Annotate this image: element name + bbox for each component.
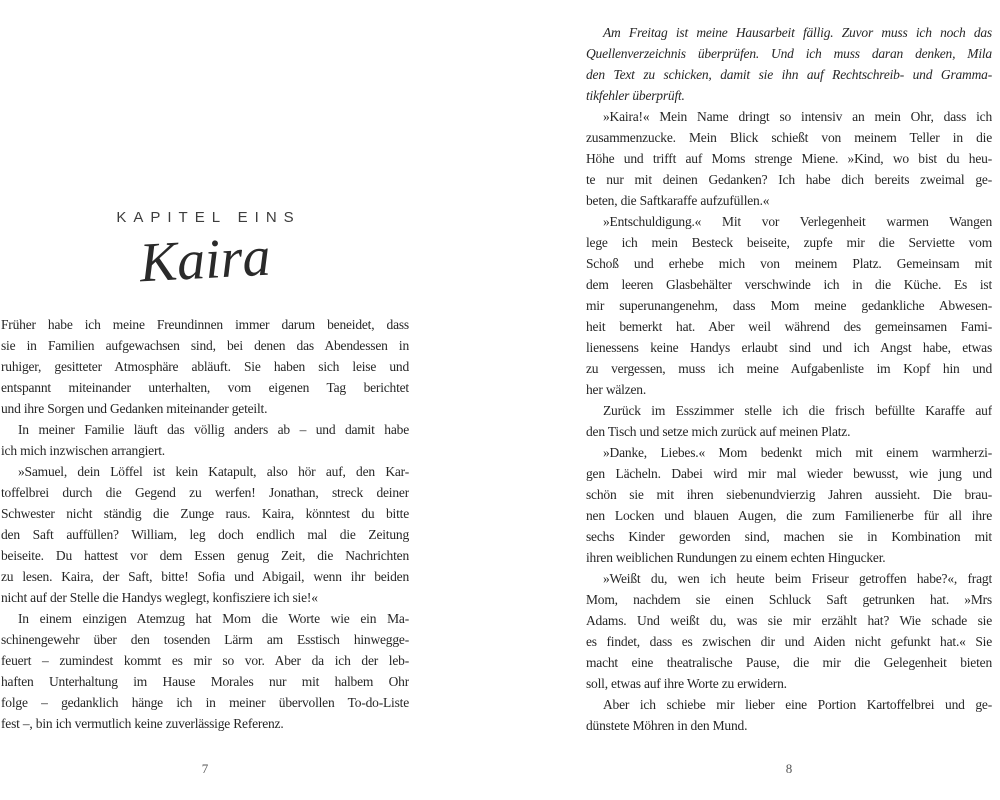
- text-line: zu lesen. Kaira, der Saft, bitte! Sofia und Abigail, wenn ihr beiden: [1, 569, 409, 584]
- text-line: zu vergessen, muss ich meine Aufgabenliste im Kopf hin und: [586, 361, 992, 376]
- text-line: »Weißt du, wen ich heute beim Friseur getroffen habe?«, fragt: [603, 571, 992, 586]
- right-page-text: [586, 22, 992, 736]
- text-line: Quellenverzeichnis überprüfen. Und ich muss daran denken, Mila: [586, 46, 992, 61]
- text-line: te nur mit deinen Gedanken? Ich habe dich bereits zweimal ge-: [586, 172, 992, 187]
- paragraph: [586, 694, 992, 736]
- text-line: mir superunangenehm, dass Mom meine gedankliche Abwesen-: [586, 298, 992, 313]
- text-line: lege ich mein Besteck beiseite, zupfe mir die Serviette vom: [586, 235, 992, 250]
- text-line: Früher habe ich meine Freundinnen immer darum beneidet, dass: [1, 317, 409, 332]
- paragraph: [586, 22, 992, 106]
- chapter-title: Kaira: [138, 225, 272, 295]
- right-page: [586, 0, 992, 800]
- text-line: nicht auf der Stelle die Handys weglegt, konfisziere ich sie!«: [1, 590, 318, 605]
- text-line: »Danke, Liebes.« Mom bedenkt mich mit einem warmherzi-: [603, 445, 992, 460]
- chapter-label: KAPITEL EINS: [116, 209, 301, 226]
- left-page: [1, 0, 409, 800]
- text-line: heit bemerkt hat. Aber weil während des gemeinsamen Fami-: [586, 319, 992, 334]
- text-line: Adams. Und weißt du, was sie mir erzählt hat? Wie schade sie: [586, 613, 992, 628]
- text-line: Zurück im Esszimmer stelle ich die frisch befüllte Karaffe auf: [603, 403, 992, 418]
- paragraph: [586, 211, 992, 400]
- text-line: »Kaira!« Mein Name dringt so intensiv an mein Ohr, dass ich: [603, 109, 992, 124]
- text-line: macht eine theatralische Pause, die mir die Gelegenheit bieten: [586, 655, 992, 670]
- left-page-text: [1, 314, 409, 734]
- text-line: Höhe und trifft auf Moms strenge Miene. »Kind, wo bist du heu-: [586, 151, 992, 166]
- paragraph: [1, 461, 409, 608]
- text-line: schön sie mit ihren siebenundvierzig Jahren aussieht. Die brau-: [586, 487, 992, 502]
- text-line: fest –, bin ich vermutlich keine zuverlässige Referenz.: [1, 716, 284, 731]
- text-line: folge – gedanklich hänge ich in meiner übervollen To-do-Liste: [1, 695, 409, 710]
- text-line: gen Lächeln. Dabei wird mir mal wieder bewusst, wie jung und: [586, 466, 992, 481]
- text-line: beten, die Saftkaraffe aufzufüllen.«: [586, 193, 770, 208]
- paragraph: [586, 568, 992, 694]
- text-line: soll, etwas auf ihre Worte zu erwidern.: [586, 676, 787, 691]
- text-line: Schoß und erhebe mich von meinem Platz. Gemeinsam mit: [586, 256, 992, 271]
- text-line: Aber ich schiebe mir lieber eine Portion Kartoffelbrei und ge-: [603, 697, 992, 712]
- text-line: haften Unterhaltung im Hause Morales nur mit halbem Ohr: [1, 674, 409, 689]
- text-line: lienessens keine Handys erlaubt sind und ich Angst habe, etwas: [586, 340, 992, 355]
- text-line: In meiner Familie läuft das völlig anders ab – und damit habe: [18, 422, 409, 437]
- text-line: den Text zu schicken, damit sie ihn auf Rechtschreib- und Gramma-: [586, 67, 992, 82]
- text-line: und ihre Sorgen und Gedanken miteinander geteilt.: [1, 401, 268, 416]
- text-line: schinengewehr über den tosenden Lärm am Esstisch hinwegge-: [1, 632, 409, 647]
- paragraph: [586, 442, 992, 568]
- text-line: nen Locken und blauen Augen, die zum Familienerbe für all ihre: [586, 508, 992, 523]
- paragraph: [1, 419, 409, 461]
- text-line: sechs Kinder geworden sind, machen sie in Kombination mit: [586, 529, 992, 544]
- text-line: »Entschuldigung.« Mit vor Verlegenheit warmen Wangen: [603, 214, 992, 229]
- text-line: dem leeren Glasbehälter verschwinde ich in die Küche. Es ist: [586, 277, 992, 292]
- paragraph: [1, 608, 409, 734]
- text-line: sie in Familien aufgewachsen sind, bei denen das Abendessen in: [1, 338, 409, 353]
- text-line: her wälzen.: [586, 382, 647, 397]
- text-line: zusammenzucke. Mein Blick schießt von meinem Teller in die: [586, 130, 992, 145]
- text-line: es findet, dass es zwischen dir und Aiden nicht gefunkt hat.« Sie: [586, 634, 992, 649]
- text-line: dünstete Möhren in den Mund.: [586, 718, 748, 733]
- paragraph: [1, 314, 409, 419]
- left-page-number: 7: [201, 761, 209, 776]
- text-line: toffelbrei durch die Gegend zu werfen! Jonathan, streck deiner: [1, 485, 409, 500]
- text-line: den Saft auffüllen? William, leg doch endlich mal die Zeitung: [1, 527, 409, 542]
- text-line: entspannt miteinander unterhalten, vom eigenen Tag berichtet: [1, 380, 409, 395]
- text-line: beiseite. Du hattest vor dem Essen genug Zeit, die Nachrichten: [1, 548, 409, 563]
- text-line: tikfehler überprüft.: [586, 88, 685, 103]
- text-line: »Samuel, dein Löffel ist kein Katapult, also hör auf, den Kar-: [18, 464, 409, 479]
- text-line: Am Freitag ist meine Hausarbeit fällig. Zuvor muss ich noch das: [603, 25, 992, 40]
- paragraph: [586, 106, 992, 211]
- text-line: feuert – zumindest kommt es mir so vor. Aber da ich der leb-: [1, 653, 409, 668]
- text-line: ruhiger, gesitteter Atmosphäre abläuft. Sie haben sich leise und: [1, 359, 409, 374]
- text-line: den Tisch und setze mich zurück auf meinen Platz.: [586, 424, 851, 439]
- text-line: Schwester nicht ständig die Zunge raus. Kaira, könntest du bitte: [1, 506, 409, 521]
- text-line: ihren weiblichen Rundungen zu einem echten Hingucker.: [586, 550, 886, 565]
- text-line: Mom, nachdem sie einen Schluck Saft getrunken hat. »Mrs: [586, 592, 992, 607]
- right-page-number: 8: [785, 761, 793, 776]
- text-line: ich mich inzwischen arrangiert.: [1, 443, 165, 458]
- text-line: In einem einzigen Atemzug hat Mom die Worte wie ein Ma-: [18, 611, 409, 626]
- paragraph: [586, 400, 992, 442]
